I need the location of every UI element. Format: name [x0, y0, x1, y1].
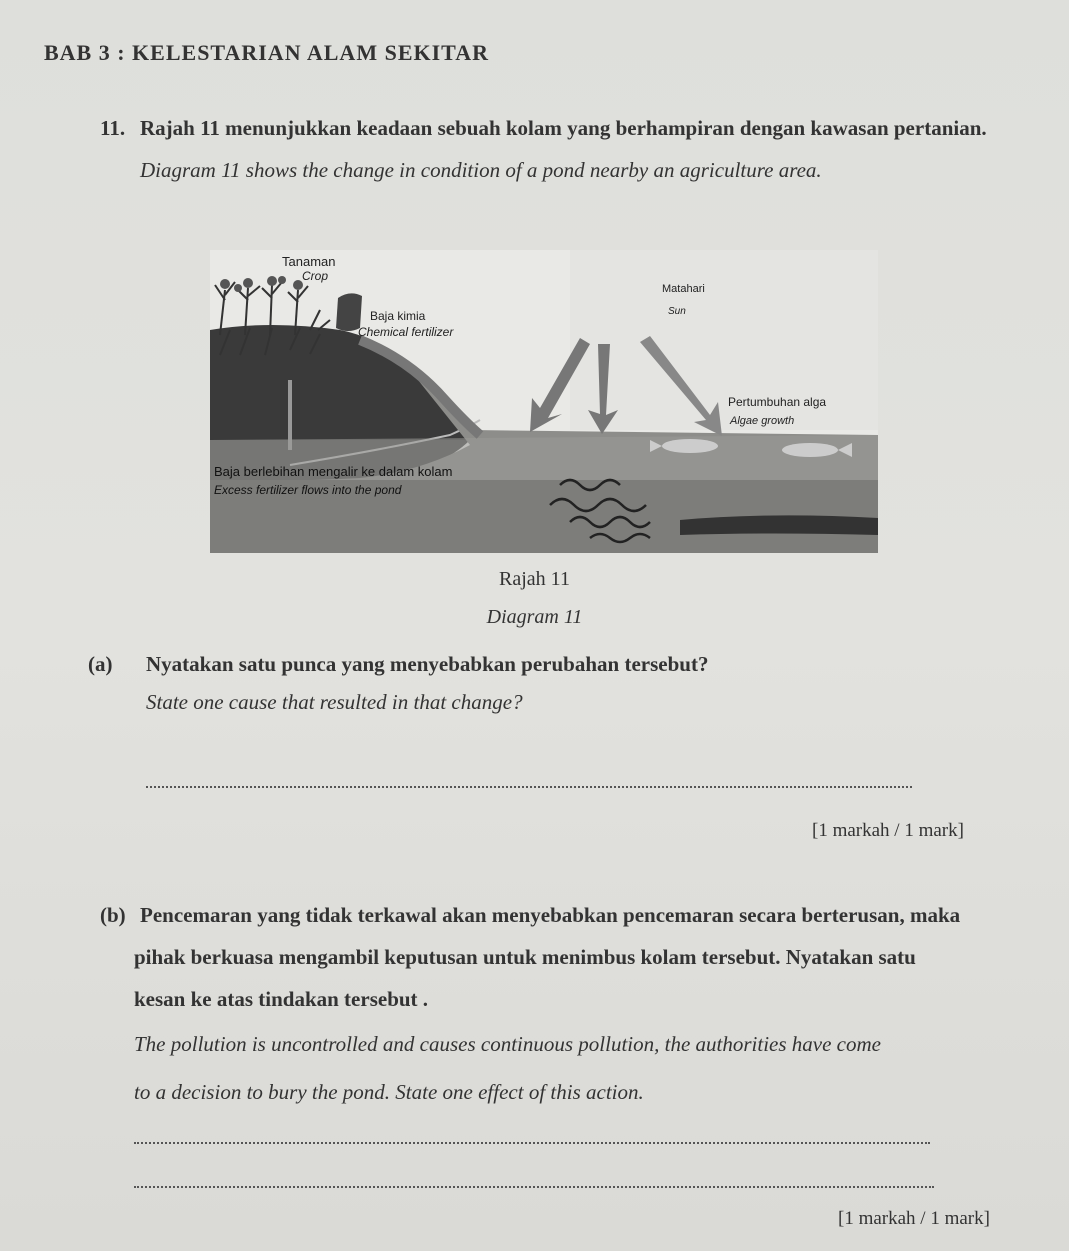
- part-b-marks: [1 markah / 1 mark]: [838, 1208, 990, 1229]
- pond-diagram: [210, 250, 878, 553]
- chapter-title: BAB 3 : KELESTARIAN ALAM SEKITAR: [44, 40, 489, 65]
- part-a-marks: [1 markah / 1 mark]: [812, 820, 964, 841]
- label-matahari: Matahari: [662, 283, 705, 295]
- label-baja-berlebihan: Baja berlebihan mengalir ke dalam kolam: [214, 464, 453, 479]
- part-b-label: (b): [100, 903, 126, 927]
- part-b-question-malay-line1: Pencemaran yang tidak terkawal akan menyebabkan pencemaran secara berterusan, maka: [140, 903, 961, 927]
- question-intro-english: Diagram 11 shows the change in condition of a pond nearby an agriculture area.: [140, 158, 822, 182]
- part-a-question-malay: Nyatakan satu punca yang menyebabkan perubahan tersebut?: [146, 652, 709, 676]
- part-a-answer-line[interactable]: [146, 786, 912, 788]
- label-pertumbuhan-alga: Pertumbuhan alga: [728, 395, 827, 409]
- label-sun: Sun: [668, 306, 686, 317]
- diagram-caption-malay: Rajah 11: [499, 568, 570, 590]
- part-b-question-malay-line2: pihak berkuasa mengambil keputusan untuk menimbus kolam tersebut. Nyatakan satu: [134, 945, 916, 969]
- part-a-label: (a): [88, 652, 113, 676]
- part-b-question-english-line2: to a decision to bury the pond. State one effect of this action.: [134, 1080, 644, 1104]
- label-crop: Crop: [302, 269, 329, 283]
- part-b-question-malay-line3: kesan ke atas tindakan tersebut .: [134, 987, 429, 1011]
- part-b-question-english-line1: The pollution is uncontrolled and causes continuous pollution, the authorities have come: [134, 1032, 881, 1056]
- label-baja-kimia: Baja kimia: [370, 309, 426, 323]
- sediment: [680, 515, 878, 535]
- label-chemical-fertilizer: Chemical fertilizer: [358, 325, 454, 339]
- part-b-answer-line-2[interactable]: [134, 1186, 934, 1188]
- diagram-caption-english: Diagram 11: [486, 606, 583, 628]
- part-a-question-english: State one cause that resulted in that change?: [146, 690, 523, 714]
- label-excess-fertilizer: Excess fertilizer flows into the pond: [214, 483, 402, 497]
- label-tanaman: Tanaman: [282, 254, 336, 269]
- part-b-answer-line-1[interactable]: [134, 1142, 930, 1144]
- label-algae-growth: Algae growth: [730, 415, 795, 427]
- question-number: 11.: [100, 116, 126, 140]
- question-intro-malay: Rajah 11 menunjukkan keadaan sebuah kolam yang berhampiran dengan kawasan pertanian.: [140, 116, 987, 140]
